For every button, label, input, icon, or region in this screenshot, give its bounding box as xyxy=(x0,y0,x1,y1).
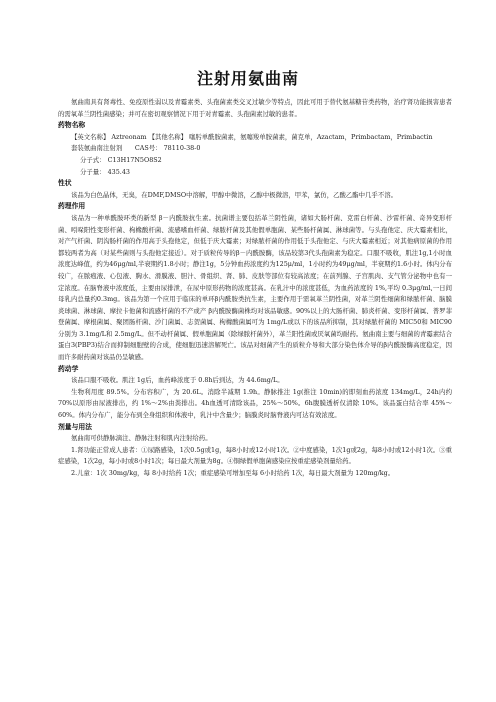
dosage-paragraph-3: 2.儿童：1次 30mg/kg，每 8小时给药 1次；重症感染可增加至每 6小时给药 1次，每日最大剂量为 120mg/kg。 xyxy=(71,469,395,477)
dosage-paragraph-2: 1.肾功能正常成人患者：①尿路感染，1次0.5g或1g，每8小时或12小时1次。②中度感染，1次1g或2g，每8小时或12小时1次。③重症感染，1次2g，每小时或8小时1次；每日最大剂量为8g。④铜绿假单胞菌感染应按重症感染剂量给药。 xyxy=(58,445,452,466)
pharmacokinetics-paragraph-2: 生物利用度 89.5%。分布容积广，为 20.6L。消除半减期 1.9h。静脉推注 1g(推注 10min)的即刻血药浓度 134mg/L，24h内约 70%以原形由尿液排出，约 1%～2%由粪排出。4h血透可清除该品，25%～50%。6h腹膜透析仅清除 10%。该品蛋白结合率 45%～60%。体内分布广，能分布到全身组织和体液中，乳汁中含量少；脑膜炎时脑脊液内可达有效浓度。 xyxy=(58,387,452,420)
intro-paragraph: 氨曲南具有肾毒性、免疫原性弱以及青霉素类、头孢菌素类交叉过敏少等特点，因此可用于替代氨基糖苷类药物，治疗肾功能损害患者的需氧革兰阴性菌感染；并可在密切观察情况下用于对青霉素、头孢菌素过敏的患者。 xyxy=(58,98,452,118)
formula-line: 分子式： C13H17N5O8S2 xyxy=(80,155,162,164)
section-heading-pharmacokinetics: 药动学 xyxy=(58,364,79,373)
molecular-weight-line: 分子量： 435.43 xyxy=(80,167,130,176)
dosage-paragraph-1: 氨曲南可供静脉滴注、静脉注射和肌内注射给药。 xyxy=(71,434,212,443)
section-heading-pharmacology: 药理作用 xyxy=(58,202,86,211)
section-heading-properties: 性状 xyxy=(58,179,72,188)
section-heading-drug-name: 药物名称 xyxy=(58,121,86,130)
pharmacology-paragraph: 该品为一种单酰胺环类的新型 β－内酰胺抗生素。抗菌谱主要包括革兰阴性菌，诸如大肠杆菌、克雷白杆菌、沙雷杆菌、奇异变形杆菌、吲哚阳性变形杆菌、枸橼酸杆菌、流感嗜血杆菌、绿脓杆菌及其他假单胞菌、某些肠杆菌属、淋球菌等。与头孢他定、庆大霉素相比，对产气杆菌、阴沟肠杆菌的作用高于头孢他定，但低于庆大霉素；对绿脓杆菌的作用低于头孢他定、与庆大霉素相近；对其他病原菌的作用都较两者为高（对某些菌则与头孢他定接近）。对于质粒传导的β－内酰胺酶，该品较第3代头孢菌素为稳定。口服不吸收，肌注1g,1小时血浓度达峰值，约为46μg/ml,半衰期约1.8小时；静注1g，5分钟血药浓度约为125μ/ml，1小时约为49μg/ml，半衰期约1.6小时。体内分布较广，在脓疱液、心包液、胸水、滑膜液、胆汁、骨组织、肾、肺、皮肤等部位有较高浓度；在前列腺、子宫肌肉、支气管分泌物中也有一定浓度。在脑脊液中浓度低，主要由尿排泄，在尿中原形药物的浓度甚高。在乳汁中的浓度甚低，为血药浓度的 1%,平均 0.3μg/ml,一日间母乳内总量约0.3mg。该品为第一个应用于临床的单环β内酰胺类抗生素，主要作用于需氧革兰阴性菌，对革兰阴性细菌和绿脓杆菌、脑膜炎球菌、淋球菌、摩拉卡他菌和流感杆菌的不产或产 β内酰胺酶菌株均对该品敏感。90%以上的大肠杆菌、肺炎杆菌、变形杆菌属、普罗菲登菌属、摩根菌属、聚团肠杆菌、沙门菌属、志贺菌属、枸橼酸菌属可为 1mg/L或以下的该品所抑制，其对绿脓杆菌的 MIC50和 MIC90分别为 3.1mg/L和 2.5mg/L。但不动杆菌属、假单胞菌属（除绿脓杆菌外），革兰阳性菌或厌氧菌均耐药。氨曲南主要与细菌的青霉素结合蛋白3(PBP3)结合而抑制细胞壁的合成，使细胞迅速溶解死亡。该品对细菌产生的质粒介导和大部分染色体介导的β内酰胺酶高度稳定，因而许多耐药菌对该品仍呈敏感。 xyxy=(58,213,452,362)
cas-line: 套装氨曲南注射剂 CAS号： 78110-38-0 xyxy=(71,144,201,153)
document-body xyxy=(58,97,452,480)
document-title: 注射用氨曲南 xyxy=(196,69,299,88)
drug-names-line: 【英文名称】 Aztreonam 【其他名称】 噻肟单酰胺菌素，氨噻羧单胺菌素，菌克单，Azactam，Primbactam，Primbactin xyxy=(71,132,433,141)
section-heading-dosage: 剂量与用法 xyxy=(58,422,92,431)
properties-paragraph: 该品为白色晶体，无臭，在DMF,DMSO中溶解，甲醇中微溶，乙醇中极微溶，甲苯，氯仿，乙酸乙酯中几乎不溶。 xyxy=(71,190,397,199)
pharmacokinetics-paragraph-1: 该品口服不吸收。肌注 1g后，血药峰浓度于 0.8h后到达，为 44.6mg/L。 xyxy=(71,376,284,385)
